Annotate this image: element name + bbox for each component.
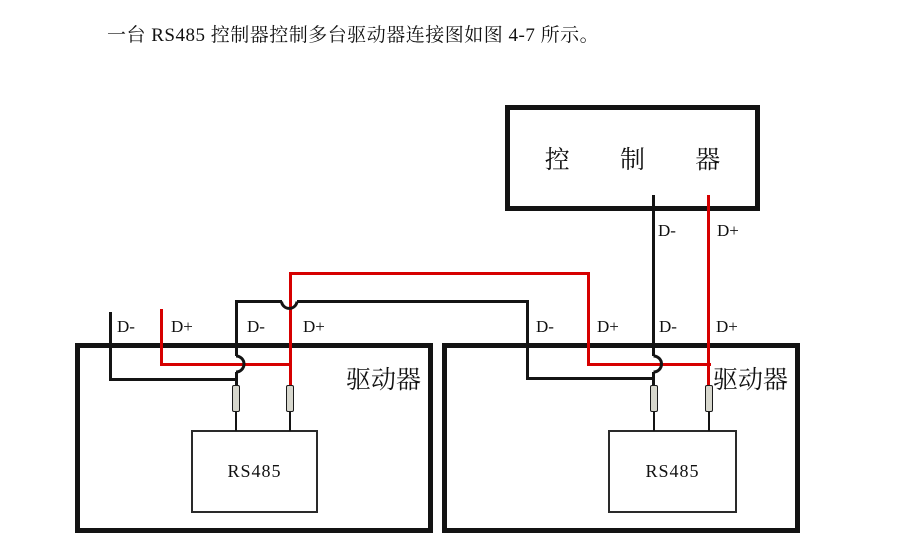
driver2-port3-dminus-label: D- bbox=[659, 317, 677, 336]
driver2-terminal1-lead-wire bbox=[653, 410, 655, 431]
driver2-dplus-terminal-block bbox=[705, 385, 713, 412]
driver2-rs485-label: RS485 bbox=[645, 461, 700, 481]
driver1-port2-dplus-label: D+ bbox=[171, 317, 193, 336]
driver1-dplus-stub-wire bbox=[160, 309, 163, 366]
driver2-terminal2-lead-wire bbox=[708, 410, 710, 431]
controller-box bbox=[505, 105, 760, 211]
driver2-port2-dplus-label: D+ bbox=[597, 317, 619, 336]
controller-dplus-wire bbox=[707, 195, 710, 387]
driver2-dminus-terminal-block bbox=[650, 385, 658, 412]
driver1-port3-dminus-label: D- bbox=[247, 317, 265, 336]
driver1-port4-dplus-label: D+ bbox=[303, 317, 325, 336]
dminus-bus-wire-segment2 bbox=[297, 300, 529, 303]
driver1-dplus-drop-wire bbox=[289, 273, 292, 387]
driver1-rs485-label: RS485 bbox=[227, 461, 282, 481]
driver1-dplus-terminal-block bbox=[286, 385, 294, 412]
driver1-dminus-stub-wire bbox=[109, 312, 112, 381]
driver2-rs485-chip bbox=[608, 430, 737, 513]
dminus-bus-wire-segment1 bbox=[235, 300, 282, 303]
driver2-dminus-drop-wire bbox=[526, 300, 529, 380]
controller-label: 控 制 器 bbox=[544, 147, 743, 174]
driver1-terminal1-lead-wire bbox=[235, 410, 237, 431]
driver1-dminus-terminal-block bbox=[232, 385, 240, 412]
controller-dplus-label: D+ bbox=[717, 221, 739, 240]
driver1-port1-dminus-label: D- bbox=[117, 317, 135, 336]
driver1-dminus-link-wire bbox=[109, 378, 238, 381]
driver2-dplus-drop-wire bbox=[587, 272, 590, 366]
driver1-dplus-link-wire bbox=[160, 363, 292, 366]
driver1-terminal2-lead-wire bbox=[289, 410, 291, 431]
controller-dminus-wire-upper bbox=[652, 195, 655, 356]
driver1-label: 驱动器 bbox=[345, 367, 421, 394]
controller-dminus-label: D- bbox=[658, 221, 676, 240]
driver2-port4-dplus-label: D+ bbox=[716, 317, 738, 336]
driver2-dminus-link-wire bbox=[526, 377, 655, 380]
dplus-bus-wire bbox=[289, 272, 590, 275]
driver1-rs485-chip bbox=[191, 430, 318, 513]
caption-text: 一台 RS485 控制器控制多台驱动器连接图如图 4-7 所示。 bbox=[107, 25, 600, 46]
driver2-port1-dminus-label: D- bbox=[536, 317, 554, 336]
driver1-dminus-drop-wire-upper bbox=[235, 301, 238, 356]
driver2-dplus-link-wire bbox=[587, 363, 711, 366]
driver2-label: 驱动器 bbox=[712, 367, 788, 394]
